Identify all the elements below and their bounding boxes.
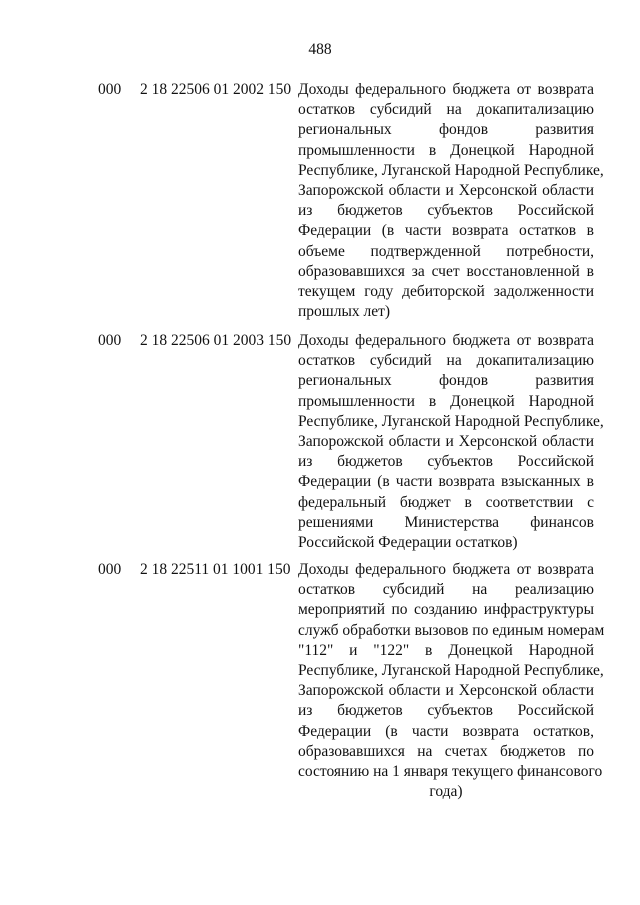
description-line: Доходы федерального бюджета от возврата	[298, 561, 594, 578]
description-line: текущем году дебиторской задолженности	[298, 283, 594, 301]
description-line: остатков субсидий на докапитализацию	[298, 352, 594, 370]
description-line: промышленности в Донецкой Народной	[298, 392, 594, 410]
description-line: Федерации (в части возврата остатков,	[298, 722, 594, 740]
description-line: Федерации (в части возврата взысканных в	[298, 473, 594, 491]
description-line: Доходы федерального бюджета от возврата	[298, 332, 594, 349]
page-number: 488	[308, 41, 332, 58]
admin-code: 000	[98, 81, 122, 98]
description-line: Запорожской области и Херсонской области	[298, 433, 594, 451]
description-line: состоянию на 1 января текущего финансового	[298, 763, 603, 781]
description-line: промышленности в Донецкой Народной	[298, 141, 594, 159]
description-line: Республике, Луганской Народной Республике,	[298, 161, 604, 179]
description-line: из бюджетов субъектов Российской	[298, 453, 594, 471]
description-line: Доходы федерального бюджета от возврата	[298, 81, 594, 98]
description-line: остатков субсидий на докапитализацию	[298, 101, 594, 119]
description-line: остатков субсидий на реализацию	[298, 581, 594, 599]
description-line: мероприятий по созданию инфраструктуры	[298, 601, 594, 619]
description-line: объеме подтвержденной потребности,	[298, 242, 594, 260]
budget-classification-code: 2 18 22511 01 1001 150	[140, 561, 291, 578]
description-line: Федерации (в части возврата остатков в	[298, 222, 594, 240]
income-description	[298, 331, 604, 553]
description-line: из бюджетов субъектов Российской	[298, 702, 594, 720]
description-line: прошлых лет)	[298, 303, 391, 321]
budget-classification-code: 2 18 22506 01 2002 150	[140, 81, 292, 98]
admin-code: 000	[98, 561, 122, 578]
description-line: Российской Федерации остатков)	[298, 534, 518, 552]
description-line: Запорожской области и Херсонской области	[298, 682, 594, 700]
description-line: образовавшихся на счетах бюджетов по	[298, 742, 594, 760]
description-line: из бюджетов субъектов Российской	[298, 202, 594, 220]
description-line: региональных фондов развития	[298, 372, 594, 390]
description-line: федеральный бюджет в соответствии с	[298, 493, 594, 511]
income-description	[298, 80, 604, 322]
description-line: Республике, Луганской Народной Республике,	[298, 412, 604, 430]
description-line: "112" и "122" в Донецкой Народной	[298, 641, 594, 659]
description-line: Запорожской области и Херсонской области	[298, 182, 594, 200]
admin-code: 000	[98, 332, 122, 349]
description-line: региональных фондов развития	[298, 121, 594, 139]
description-line: Республике, Луганской Народной Республике,	[298, 662, 604, 680]
description-line: года)	[429, 783, 463, 801]
budget-classification-code: 2 18 22506 01 2003 150	[140, 332, 292, 349]
description-line: служб обработки вызовов по единым номерам	[298, 621, 605, 639]
description-line: решениями Министерства финансов	[298, 513, 594, 531]
description-line: образовавшихся за счет восстановленной в	[298, 262, 594, 280]
income-description	[298, 560, 605, 802]
